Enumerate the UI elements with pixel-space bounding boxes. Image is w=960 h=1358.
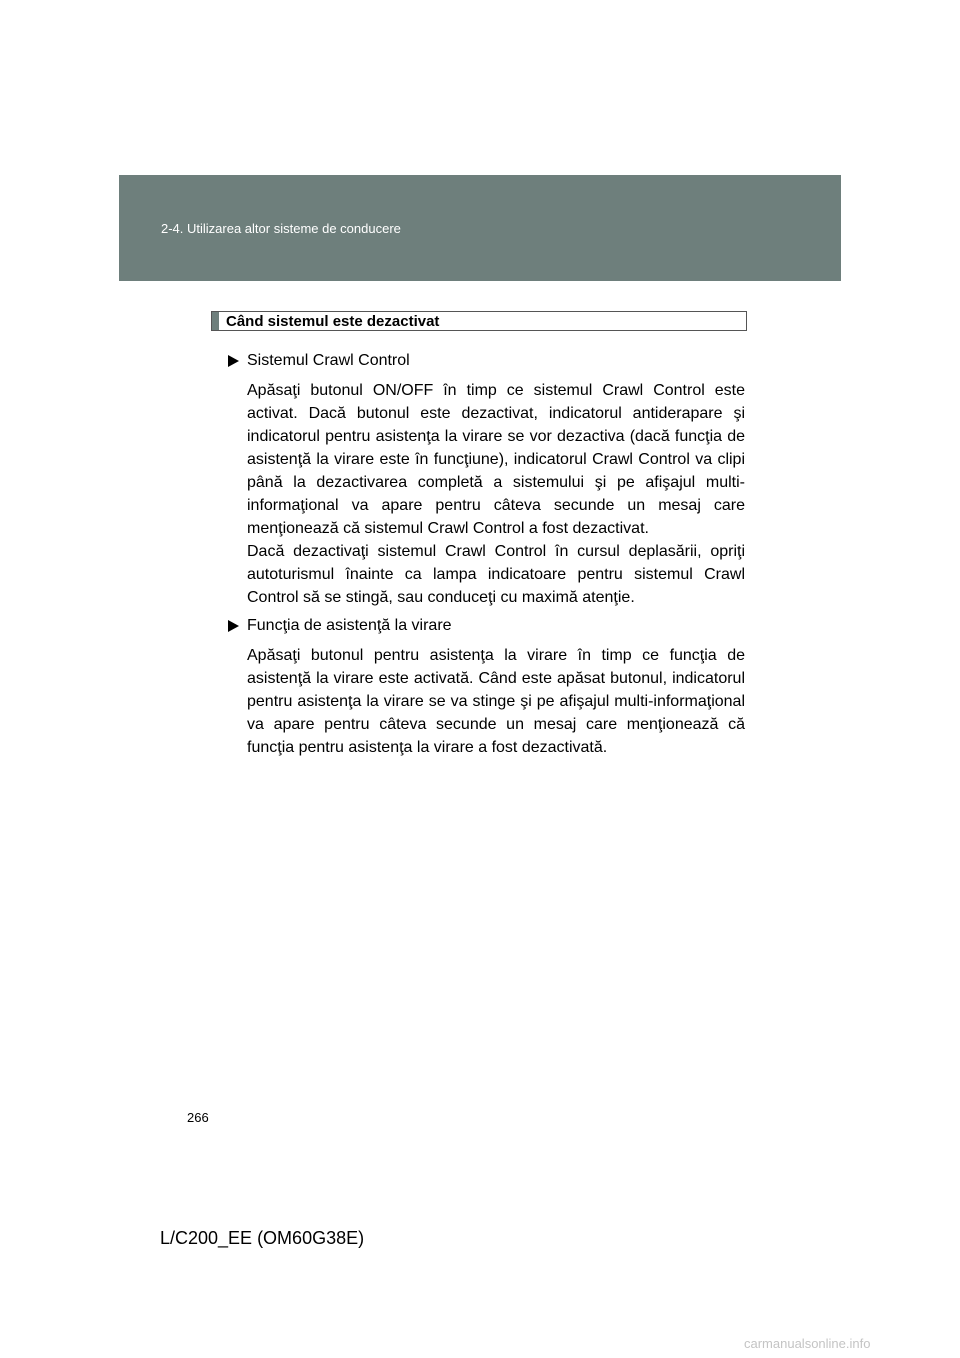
triangle-bullet-icon: [228, 620, 239, 632]
item-title-text: Funcţia de asistenţă la virare: [247, 617, 452, 634]
subsection-title: Când sistemul este dezactivat: [226, 313, 440, 330]
item-paragraph: Dacă dezactivaţi sistemul Crawl Control în cursul deplasării, opriţi autoturismul înainte ca lampa indicatoare pentru sistemul Crawl Control să se stingă, sau conduceţi cu maximă atenţie.: [247, 543, 745, 606]
list-item-turn-assist: [228, 614, 745, 759]
item-title: [228, 614, 745, 637]
section-label: 2-4. Utilizarea altor sisteme de conducere: [161, 221, 401, 236]
subsection-heading: [211, 311, 747, 331]
subsection-accent-bar: [212, 312, 219, 330]
item-title-text: Sistemul Crawl Control: [247, 352, 410, 369]
item-paragraph: Apăsaţi butonul ON/OFF în timp ce sistemul Crawl Control este activat. Dacă butonul este dezactivat, indicatorul antiderapare şi indicatorul pentru asistenţa la virare se vor dezactiva (dacă funcţia de asistenţă la virare este în funcţiune), indicatorul Crawl Control va clipi până la dezactivarea completă a sistemului şi pe afişajul multi-informaţional va apare pentru câteva secunde un mesaj care menţionează că sistemul Crawl Control a fost dezactivat.: [247, 382, 745, 537]
document-code: L/C200_EE (OM60G38E): [160, 1228, 365, 1248]
list-item-crawl-control: [228, 349, 745, 609]
section-header-band: [119, 175, 841, 281]
item-title: [228, 349, 745, 372]
triangle-bullet-icon: [228, 355, 239, 367]
watermark-text: carmanualsonline.info: [744, 1336, 871, 1351]
item-paragraph: Apăsaţi butonul pentru asistenţa la virare în timp ce funcţia de asistenţă la virare este activată. Când este apăsat butonul, indicatorul pentru asistenţa la virare se va stinge şi pe afişajul multi-informaţional va apare pentru câteva secunde un mesaj care menţionează că funcţia pentru asistenţa la virare a fost dezactivată.: [247, 647, 745, 756]
page-number: 266: [187, 1110, 209, 1125]
